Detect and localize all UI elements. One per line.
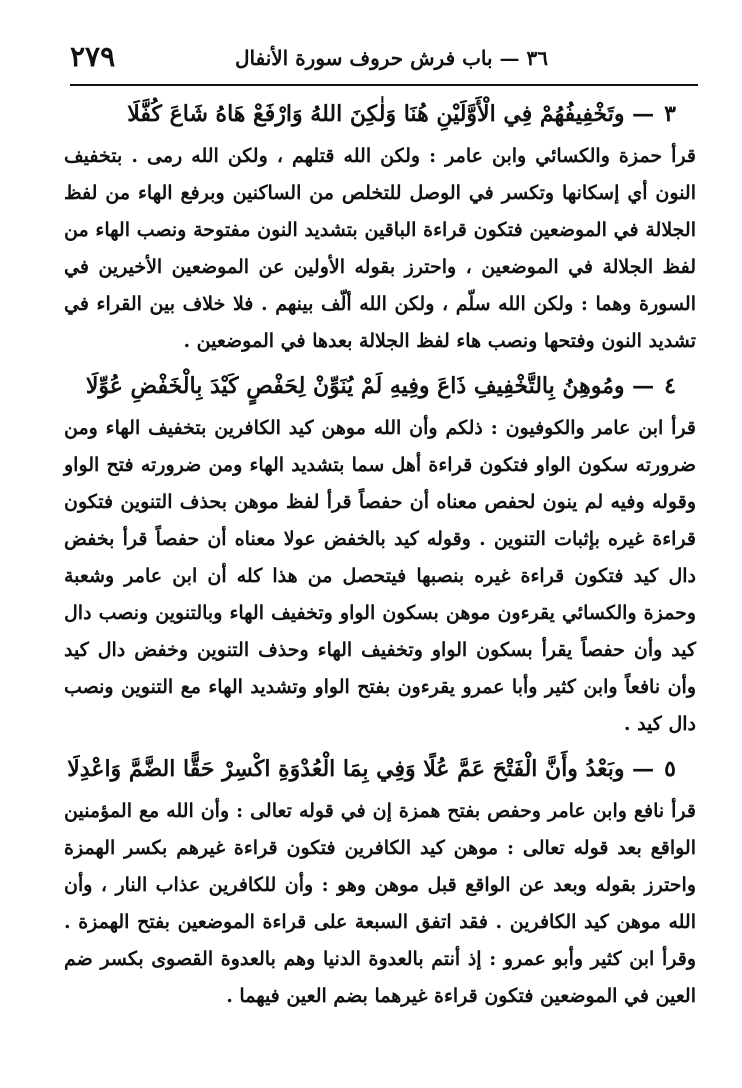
verse-text: — وتَخْفِيفُهُمْ فِي الْأَوَّلَيْنِ هُنَا وَلٰكِنَ اللهُ وَارْفَعْ هَاهُ شَاعَ كُفَّلَا [127,101,655,127]
verse-number: ٥ [664,756,676,782]
commentary-paragraph: قرأ حمزة والكسائي وابن عامر : ولكن الله قتلهم ، ولكن الله رمى . بتخفيف النون أي إسكانها وتكسر في الوصل للتخلص من الساكنين وبرفع الهاء من لفظ الجلالة في الموضعين فتكون قراءة الباقين بتشديد النون مفتوحة ونصب الهاء من لفظ الجلالة في الموضعين ، واحترز بقوله الأولين عن الموضعين الأخيرين في السورة وهما : ولكن الله سلّم ، ولكن الله ألّف بينهم . فلا خلاف بين القراء في تشديد النون وفتحها ونصب هاء لفظ الجلالة بعدها في الموضعين . [64,145,696,352]
commentary-paragraph: قرأ نافع وابن عامر وحفص بفتح همزة إن في قوله تعالى : وأن الله مع المؤمنين الواقع بعد قوله تعالى : موهن كيد الكافرين فتكون قراءة غيرهم بكسر الهمزة واحترز بقوله وبعد عن الواقع قبل موهن وهو : وأن للكافرين عذاب النار ، وأن الله موهن كيد الكافرين . فقد اتفق السبعة على قراءة الموضعين بفتح الهمزة . وقرأ ابن كثير وأبو عمرو : إذ أنتم بالعدوة الدنيا وهم بالعدوة القصوى بكسر ضم العين في الموضعين فتكون قراءة غيرهما بضم العين فيهما . [64,800,696,1007]
verse-block-4 [64,364,696,743]
verse-number: ٣ [664,101,676,127]
verse-text: — وبَعْدُ وأَنَّ الْفَتْحَ عَمَّ عُلًا وَفِي بِمَا الْعُدْوَةِ اكْسِرْ حَقًّا الضَّمَّ وَاعْدِلَا [67,756,655,782]
verse-block-5 [64,747,696,1015]
header-rule [70,84,698,86]
page-body [64,92,696,1019]
verse-line [64,747,696,791]
verse-block-3 [64,92,696,360]
verse-number: ٤ [664,373,676,399]
page-number: ٢٧٩ [70,40,116,73]
verse-line [64,92,696,136]
verse-text: — ومُوهِنُ بِالتَّخْفِيفِ ذَاعَ وفِيهِ لَمْ يُنَوِّنْ لِحَفْصٍ كَيْدَ بِالْخَفْضِ عُوِّلَا [85,373,655,399]
running-head: ٣٦ — باب فرش حروف سورة الأنفال [234,46,548,70]
page-header [70,40,698,80]
commentary-paragraph: قرأ ابن عامر والكوفيون : ذلكم وأن الله موهن كيد الكافرين بتخفيف الهاء ومن ضرورته سكون الواو فتكون قراءة أهل سما بتشديد الهاء ومن ضرورته فتح الواو وقوله وفيه لم ينون لحفص معناه أن حفصاً قرأ لفظ موهن بحذف التنوين فتكون قراءة غيره بإثبات التنوين . وقوله كيد بالخفض عولا معناه أن حفصاً قرأ بخفض دال كيد فتكون قراءة غيره بنصبها فيتحصل من هذا كله أن ابن عامر وشعبة وحمزة والكسائي يقرءون موهن بسكون الواو وتخفيف الهاء وبالتنوين ونصب دال كيد وأن حفصاً يقرأ بسكون الواو وتخفيف الهاء وحذف التنوين وخفض دال كيد وأن نافعاً وابن كثير وأبا عمرو يقرءون بفتح الواو وتشديد الهاء مع التنوين ونصب دال كيد . [64,417,696,735]
verse-line [64,364,696,408]
